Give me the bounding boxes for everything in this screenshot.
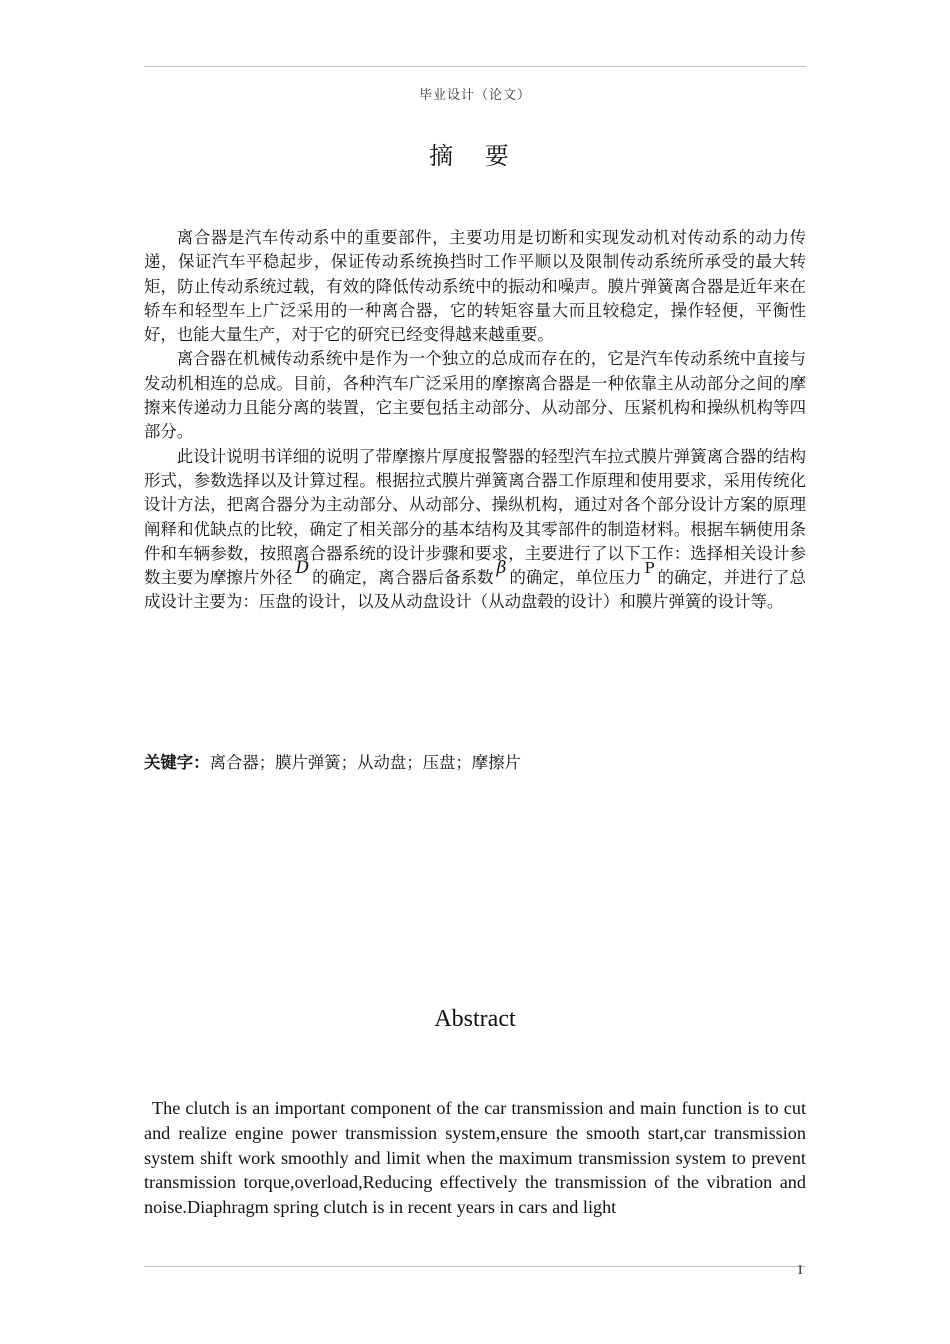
- running-header: 毕业设计（论文）: [418, 88, 531, 103]
- cn-p3-part1: 此设计说明书详细的说明了带摩擦片厚度报警器的轻型汽车拉式膜片弹簧离合器的结构形式，参数选择以及计算过程。根据拉式膜片弹簧离合器工作原理和使用要求，采用传统化设计方法，把离合器分为主动部分、从动部分、操纵机构，通过对各个部分设计方案的原理阐释和优缺点的比较，确定了相关部分的基本结构及其零部件的制造材料。根据车辆使用条件和车辆参数，按照离合器系统的设计步骤和要求，主要进行了以下工作：选择相关设计参数主要为摩擦片外径: [144, 446, 806, 588]
- header-rule: [144, 66, 806, 67]
- symbol-p: P: [644, 559, 655, 578]
- en-paragraph: The clutch is an important component of the car transmission and main function is to cut and realize engine power transmission system,ensure the smooth start,car transmission system shift work smoothly and limit when the maximum transmission system to prevent transmission torque,overload,Reducing effectively the transmission of the vibration and noise.Diaphragm spring clutch is in recent years in cars and light: [144, 1098, 806, 1218]
- keywords-line: [144, 749, 806, 773]
- keywords-list: 离合器；膜片弹簧；从动盘；压盘；摩擦片: [209, 753, 521, 772]
- cn-p3-part3: 的确定，单位压力: [509, 568, 642, 588]
- cn-p3-part4: 的确定，并进行了总成设计主要为：压盘的设计，以及从动盘设计（从动盘毂的设计）和膜片弹簧的设计等。: [144, 568, 807, 612]
- english-abstract-title: Abstract: [434, 1006, 516, 1032]
- cn-paragraph-2: 离合器在机械传动系统中是作为一个独立的总成而存在的，它是汽车传动系统中直接与发动机相连的总成。目前，各种汽车广泛采用的摩擦离合器是一种依靠主从动部分之间的摩擦来传递动力且能分离的装置，它主要包括主动部分、从动部分、压紧机构和操纵机构等四部分。: [144, 349, 806, 442]
- footer-rule: [144, 1266, 806, 1267]
- symbol-beta: β: [496, 558, 507, 579]
- chinese-abstract-body: [144, 226, 806, 615]
- keywords-label: 关键字：: [144, 753, 210, 772]
- cn-p3-part2: 的确定，离合器后备系数: [312, 568, 494, 588]
- english-abstract-body: [144, 1096, 806, 1220]
- cn-paragraph-1: 离合器是汽车传动系中的重要部件，主要功用是切断和实现发动机对传动系的动力传递，保证汽车平稳起步，保证传动系统换挡时工作平顺以及限制传动系统所承受的最大转矩，防止传动系统过载，有效的降低传动系统中的振动和噪声。膜片弹簧离合器是近年来在轿车和轻型车上广泛采用的一种离合器，它的转矩容量大而且较稳定，操作轻便，平衡性好，也能大量生产，对于它的研究已经变得越来越重要。: [144, 228, 806, 345]
- cn-paragraph-3: [144, 445, 806, 615]
- chinese-abstract-title: 摘 要: [429, 142, 521, 170]
- symbol-d: D: [295, 558, 310, 579]
- page-number: I: [798, 1262, 803, 1277]
